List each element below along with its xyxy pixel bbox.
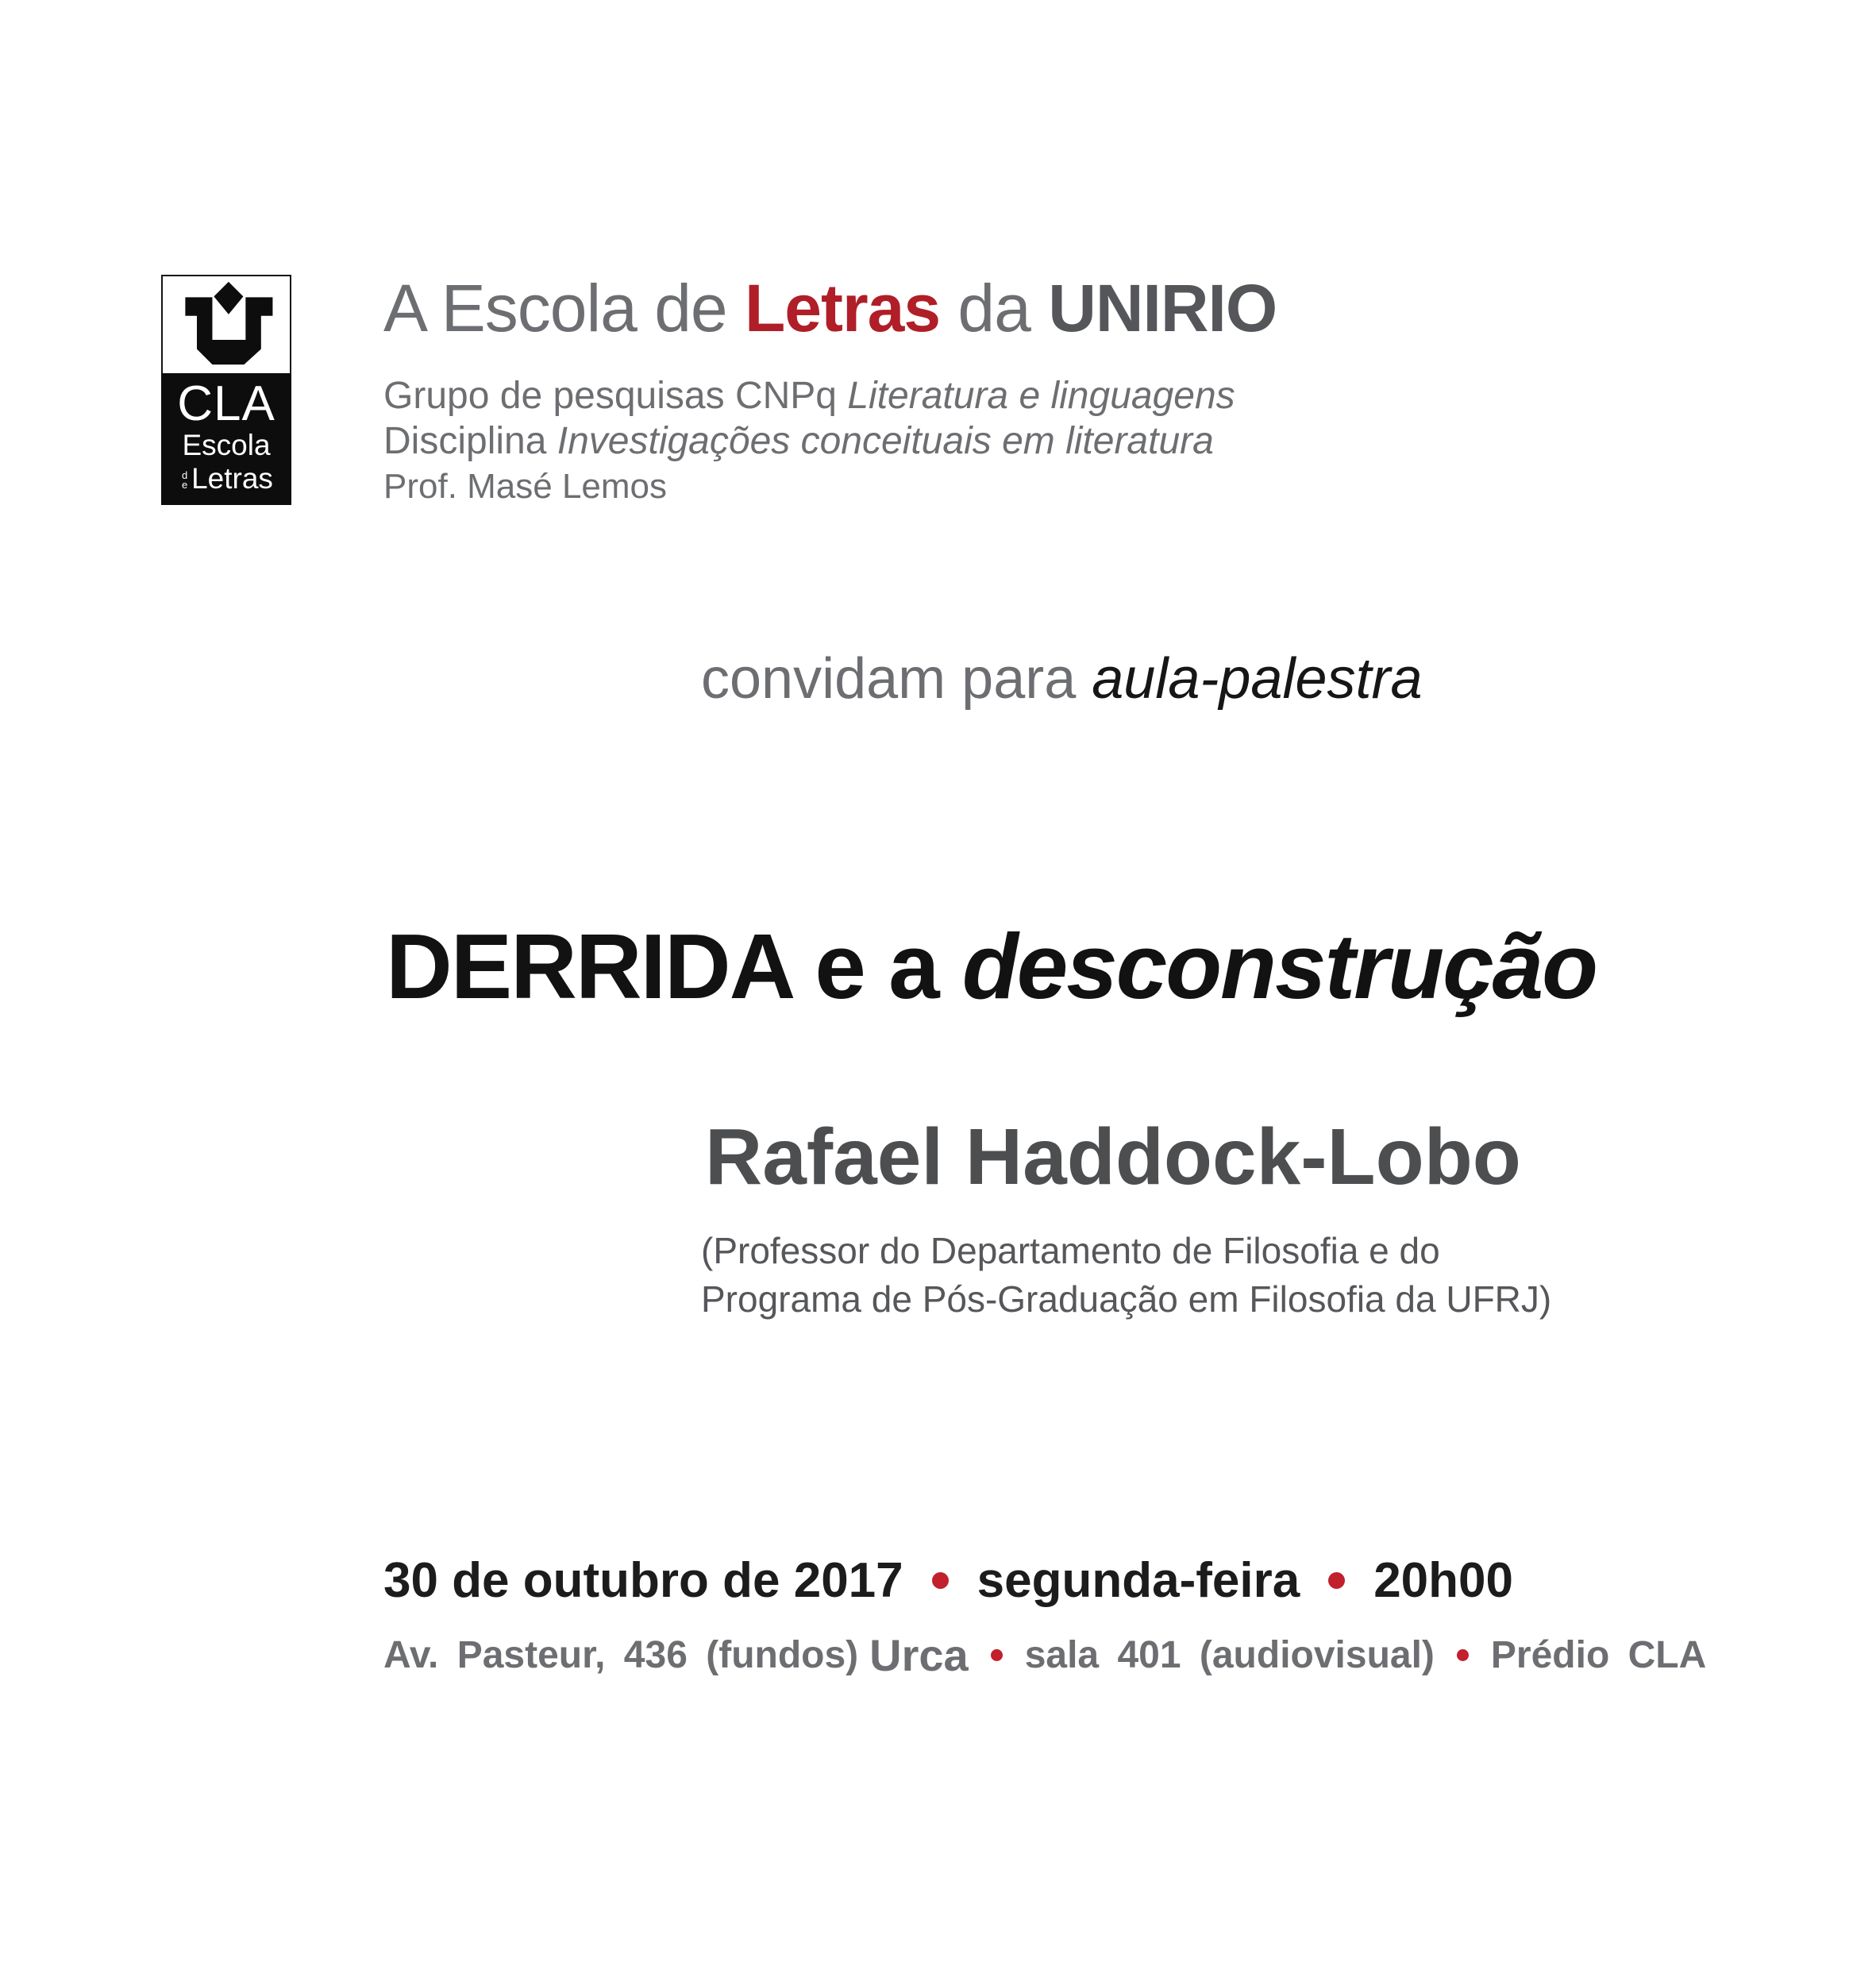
bullet-icon [1328, 1572, 1345, 1589]
talk-title-main: DERRIDA e a [386, 915, 962, 1018]
discipline-line [383, 418, 1235, 464]
invite-line [701, 648, 1423, 711]
logo-school-name: Letras [191, 462, 273, 495]
logo-de-small: de [179, 469, 191, 488]
event-weekday: segunda-feira [977, 1553, 1300, 1608]
discipline-name: Investigações conceituais em literatura [557, 420, 1214, 462]
header-title-mid: da [940, 271, 1049, 345]
event-date-row [383, 1552, 1513, 1609]
speaker-role-line1: (Professor do Departamento de Filosofia e do [701, 1230, 1440, 1271]
cla-logo [161, 275, 291, 505]
discipline-prefix: Disciplina [383, 420, 557, 462]
header-title-prefix: A Escola de [383, 271, 745, 345]
event-building: Prédio CLA [1490, 1634, 1707, 1676]
speaker-role-line2: Programa de Pós-Graduação em Filosofia da UFRJ) [701, 1278, 1552, 1320]
invite-prefix: convidam para [701, 647, 1092, 711]
speaker-name: Rafael Haddock-Lobo [705, 1112, 1521, 1201]
event-address: Av. Pasteur, 436 (fundos) [383, 1634, 859, 1676]
professor-line: Prof. Masé Lemos [383, 467, 668, 506]
event-date: 30 de outubro de 2017 [383, 1553, 903, 1608]
header-title [383, 271, 1277, 345]
bullet-icon [1457, 1649, 1469, 1661]
event-neighborhood: Urca [869, 1630, 969, 1680]
research-group-line [383, 373, 1235, 418]
header-subtitle-block [383, 373, 1235, 509]
header-title-highlight: Letras [744, 271, 941, 345]
talk-title [386, 916, 1597, 1018]
event-time: 20h00 [1373, 1553, 1513, 1608]
speaker-role [701, 1227, 1551, 1324]
event-address-row [383, 1629, 1706, 1681]
event-room: sala 401 (audiovisual) [1024, 1634, 1435, 1676]
research-group-name: Literatura e linguagens [847, 375, 1235, 417]
research-group-prefix: Grupo de pesquisas CNPq [383, 375, 848, 417]
logo-acronym: CLA [177, 376, 275, 431]
bullet-icon [991, 1649, 1003, 1661]
invite-emphasis: aula-palestra [1092, 647, 1423, 711]
unirio-emblem-box [161, 275, 291, 373]
cla-logo-text [161, 373, 291, 505]
talk-title-emphasis: desconstrução [961, 915, 1597, 1018]
unirio-emblem-icon [172, 280, 280, 368]
logo-school: Escola [182, 429, 271, 461]
bullet-icon [932, 1572, 949, 1589]
header-title-org: UNIRIO [1048, 271, 1277, 345]
logo-school-name-row [161, 462, 291, 495]
